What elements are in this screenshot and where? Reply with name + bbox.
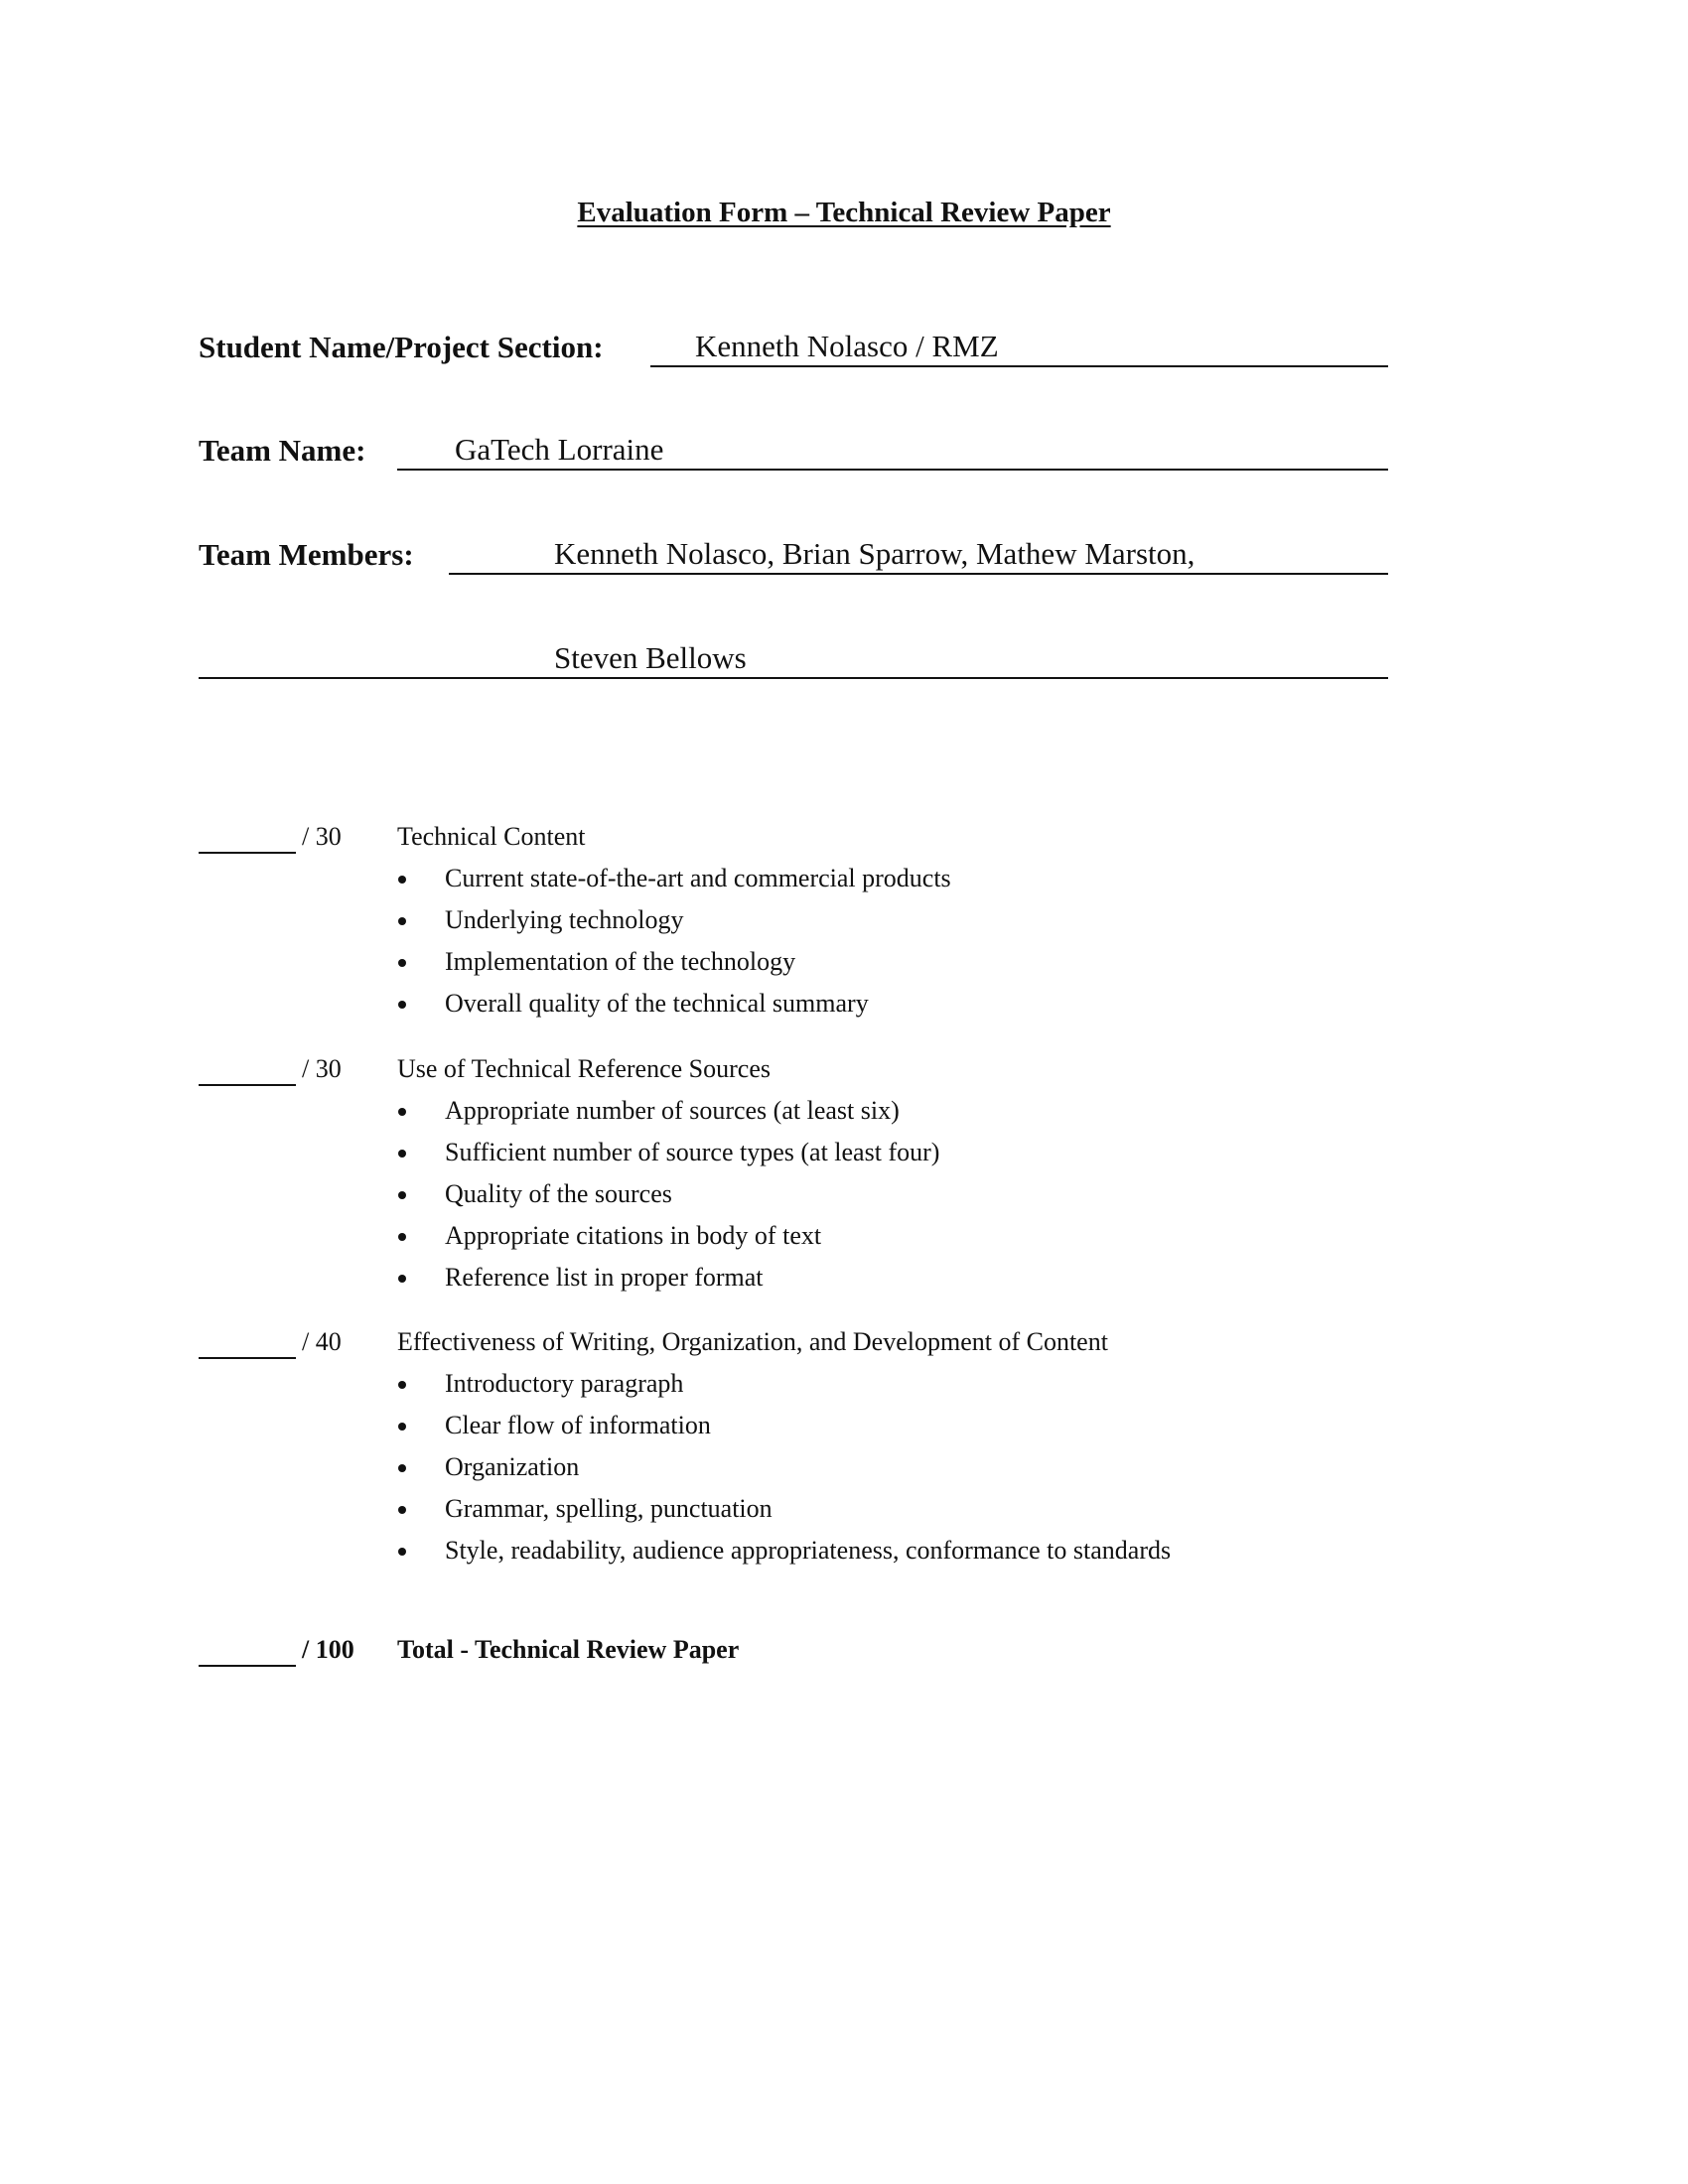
score-blank[interactable] [199, 822, 296, 854]
criteria-item: Introductory paragraph [395, 1363, 1171, 1405]
score-row-technical-content [199, 820, 1291, 854]
criteria-item: Underlying technology [395, 899, 951, 941]
score-row-total [199, 1633, 1291, 1667]
team-members-field [199, 535, 1388, 575]
criteria-list-technical-content [395, 858, 951, 1024]
team-members-value-line2: Steven Bellows [554, 640, 747, 675]
section-title: Use of Technical Reference Sources [397, 1054, 771, 1083]
criteria-item: Quality of the sources [395, 1173, 939, 1215]
criteria-item: Organization [395, 1446, 1171, 1488]
score-max: / 30 [302, 1054, 342, 1083]
team-name-field [199, 431, 1388, 471]
total-score-max: / 100 [302, 1635, 354, 1664]
criteria-item: Style, readability, audience appropriateness, conformance to standards [395, 1530, 1171, 1571]
form-title-text: Evaluation Form – Technical Review Paper [577, 197, 1111, 228]
score-max: / 40 [302, 1327, 342, 1356]
team-members-line2[interactable] [199, 641, 1388, 679]
team-members-field-line2 [199, 639, 1388, 679]
criteria-item: Reference list in proper format [395, 1257, 939, 1298]
criteria-item: Appropriate number of sources (at least six) [395, 1090, 939, 1132]
criteria-item: Grammar, spelling, punctuation [395, 1488, 1171, 1530]
criteria-list-reference-sources [395, 1090, 939, 1298]
team-name-label: Team Name: [199, 433, 366, 468]
team-members-label: Team Members: [199, 537, 414, 572]
score-max: / 30 [302, 822, 342, 851]
criteria-item: Appropriate citations in body of text [395, 1215, 939, 1257]
score-row-writing-effectiveness [199, 1325, 1291, 1359]
criteria-item: Current state-of-the-art and commercial products [395, 858, 951, 899]
score-blank[interactable] [199, 1327, 296, 1359]
total-score-blank[interactable] [199, 1635, 296, 1667]
criteria-list-writing-effectiveness [395, 1363, 1171, 1571]
section-title: Technical Content [397, 822, 586, 851]
team-name-value: GaTech Lorraine [455, 432, 664, 467]
score-blank[interactable] [199, 1054, 296, 1086]
form-title [0, 197, 1688, 229]
score-row-reference-sources [199, 1052, 1291, 1086]
section-title: Effectiveness of Writing, Organization, and Development of Content [397, 1327, 1108, 1356]
student-name-label: Student Name/Project Section: [199, 330, 604, 364]
team-members-value: Kenneth Nolasco, Brian Sparrow, Mathew Marston, [554, 536, 1196, 571]
criteria-item: Sufficient number of source types (at least four) [395, 1132, 939, 1173]
student-name-value: Kenneth Nolasco / RMZ [695, 329, 999, 363]
criteria-item: Implementation of the technology [395, 941, 951, 983]
criteria-item: Overall quality of the technical summary [395, 983, 951, 1024]
student-name-field [199, 328, 1388, 367]
total-title: Total - Technical Review Paper [397, 1635, 740, 1664]
criteria-item: Clear flow of information [395, 1405, 1171, 1446]
